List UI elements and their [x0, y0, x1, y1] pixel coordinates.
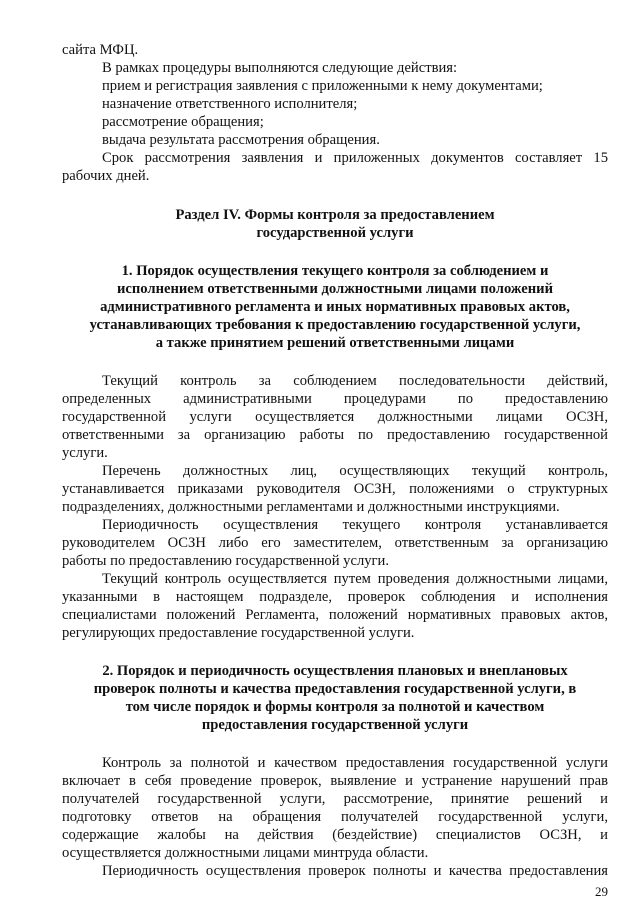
paragraph-line: Периодичность осуществления текущего контроля устанавливается	[102, 517, 608, 533]
paragraph-line: регулирующих предоставление государственной услуги.	[62, 625, 415, 641]
paragraph-line: специалистами положений Регламента, положений нормативных правовых актов,	[62, 607, 608, 623]
paragraph-line: государственной услуги осуществляется должностными лицами ОСЗН,	[62, 409, 608, 425]
subsection-heading: том числе порядок и формы контроля за полнотой и качеством	[125, 699, 545, 715]
subsection-heading: административного регламента и иных нормативных правовых актов,	[100, 299, 570, 315]
paragraph-line: Перечень должностных лиц, осуществляющих текущий контроль,	[102, 463, 608, 479]
paragraph-line: Контроль за полнотой и качеством предоставления государственной услуги	[102, 755, 608, 771]
text-line: Срок рассмотрения заявления и приложенных документов составляет 15	[102, 150, 608, 166]
subsection-heading: 1. Порядок осуществления текущего контроля за соблюдением и	[121, 263, 549, 279]
paragraph-line: осуществляется должностными лицами минтруда области.	[62, 845, 429, 861]
paragraph-line: работы по предоставлению государственной услуги.	[62, 553, 389, 569]
text-line: прием и регистрация заявления с приложенными к нему документами;	[102, 78, 543, 94]
text-line: выдача результата рассмотрения обращения.	[102, 132, 380, 148]
paragraph-line: Текущий контроль за соблюдением последовательности действий,	[102, 373, 608, 389]
paragraph-line: подразделениях, должностными регламентами и должностными инструкциями.	[62, 499, 560, 515]
text-line: сайта МФЦ.	[62, 42, 139, 58]
paragraph-line: указанными в настоящем подразделе, проверок соблюдения и исполнения	[62, 589, 608, 605]
paragraph-line: содержащие жалобы на действия (бездействие) специалистов ОСЗН, и	[62, 827, 608, 843]
section-heading: государственной услуги	[256, 225, 414, 241]
text-line: рассмотрение обращения;	[102, 114, 264, 130]
text-line: В рамках процедуры выполняются следующие действия:	[102, 60, 458, 76]
paragraph-line: включает в себя проведение проверок, выявление и устранение нарушений прав	[62, 773, 608, 789]
paragraph-line: устанавливается приказами руководителя ОСЗН, положениями о структурных	[62, 481, 608, 497]
subsection-heading: устанавливающих требования к предоставлению государственной услуги,	[89, 317, 581, 333]
paragraph-line: ответственными за организацию работы по предоставлению государственной	[62, 427, 608, 443]
paragraph-line: подготовку ответов на обращения получателей государственной услуги,	[62, 809, 608, 825]
text-line: назначение ответственного исполнителя;	[102, 96, 358, 112]
paragraph-line: Периодичность осуществления проверок полноты и качества предоставления	[102, 863, 608, 879]
subsection-heading: проверок полноты и качества предоставления государственной услуги, в	[93, 681, 577, 697]
subsection-heading: исполнением ответственными должностными лицами положений	[117, 281, 553, 297]
paragraph-line: Текущий контроль осуществляется путем проведения должностными лицами,	[102, 571, 608, 587]
section-heading: Раздел IV. Формы контроля за предоставлением	[175, 207, 495, 223]
paragraph-line: определенных административными процедурами по предоставлению	[62, 391, 608, 407]
page-number: 29	[595, 884, 608, 899]
subsection-heading: предоставления государственной услуги	[201, 717, 469, 733]
paragraph-line: получателей государственной услуги, рассмотрение, принятие решений и	[62, 791, 608, 807]
text-line: рабочих дней.	[62, 168, 150, 184]
subsection-heading: а также принятием решений ответственными лицами	[155, 335, 515, 351]
paragraph-line: руководителем ОСЗН либо его заместителем, ответственным за организацию	[62, 535, 608, 551]
paragraph-line: услуги.	[62, 445, 108, 461]
subsection-heading: 2. Порядок и периодичность осуществления плановых и внеплановых	[102, 663, 568, 679]
